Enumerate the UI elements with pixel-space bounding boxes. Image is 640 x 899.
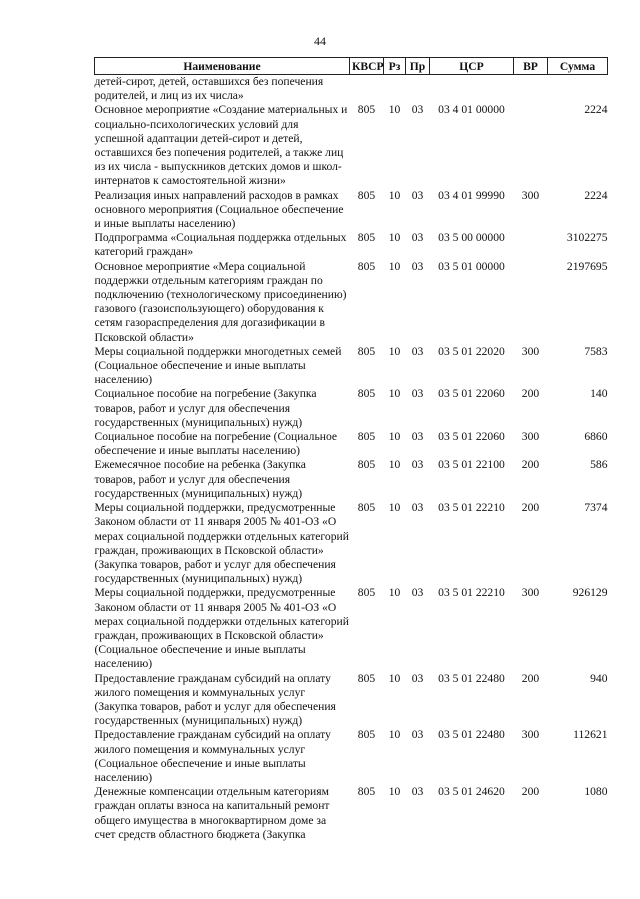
cell-pr: 03 — [411, 387, 424, 401]
cell-kvsr: 805 — [357, 188, 376, 202]
cell-csr: 03 5 01 22020 — [438, 344, 505, 358]
cell-pr: 03 — [411, 501, 424, 515]
table-row — [95, 189, 608, 232]
cell-kvsr: 805 — [357, 785, 376, 799]
cell-csr: 03 5 00 00000 — [438, 231, 505, 245]
table-row — [95, 586, 608, 671]
cell-pr: 03 — [411, 103, 424, 117]
cell-csr: 03 5 01 22060 — [438, 430, 505, 444]
cell-csr: 03 5 01 22210 — [438, 501, 505, 515]
table-body — [95, 75, 608, 842]
cell-name: Денежные компенсации отдельным категориям граждан оплаты взноса на капитальный ремонт общего имущества в многоквартирном доме за счет средств областного бюджета (Закупка — [94, 785, 330, 841]
cell-vr — [514, 75, 548, 104]
cell-kvsr — [350, 75, 384, 104]
cell-name: Меры социальной поддержки, предусмотренные Законом области от 11 января 2005 № 401-ОЗ «О мерах социальной поддержки отдельных категорий граждан, проживающих в Псковской области» (Социальное обеспечение и иные выплаты населению) — [94, 586, 349, 671]
cell-rz: 10 — [388, 671, 401, 685]
cell-csr: 03 5 01 24620 — [438, 785, 505, 799]
cell-sum: 2224 — [584, 188, 608, 202]
cell-name: Ежемесячное пособие на ребенка (Закупка товаров, работ и услуг для обеспечения государственных (муниципальных) нужд) — [94, 458, 306, 500]
cell-sum: 140 — [590, 387, 608, 401]
cell-vr: 300 — [521, 344, 540, 358]
cell-rz: 10 — [388, 458, 401, 472]
header-vr: ВР — [514, 58, 548, 75]
cell-sum: 586 — [590, 458, 608, 472]
cell-sum: 6860 — [584, 430, 608, 444]
cell-kvsr: 805 — [357, 501, 376, 515]
cell-kvsr: 805 — [357, 586, 376, 600]
cell-vr: 200 — [521, 458, 540, 472]
page-number: 44 — [314, 34, 326, 48]
table-row — [95, 501, 608, 586]
cell-csr: 03 5 01 22210 — [438, 586, 505, 600]
cell-pr: 03 — [411, 785, 424, 799]
cell-pr: 03 — [411, 586, 424, 600]
header-csr: ЦСР — [430, 58, 514, 75]
cell-kvsr: 805 — [357, 231, 376, 245]
table-row — [95, 260, 608, 345]
table-row — [95, 458, 608, 501]
cell-sum: 3102275 — [566, 231, 608, 245]
cell-vr: 300 — [521, 188, 540, 202]
cell-rz: 10 — [388, 188, 401, 202]
cell-vr: 300 — [521, 728, 540, 742]
cell-vr: 300 — [521, 586, 540, 600]
cell-kvsr: 805 — [357, 671, 376, 685]
cell-rz — [384, 75, 406, 104]
cell-kvsr: 805 — [357, 430, 376, 444]
cell-vr: 200 — [521, 785, 540, 799]
header-name: Наименование — [95, 58, 350, 75]
cell-name: Социальное пособие на погребение (Социальное обеспечение и иные выплаты населению) — [94, 430, 338, 458]
cell-rz: 10 — [388, 785, 401, 799]
cell-rz: 10 — [388, 586, 401, 600]
cell-rz: 10 — [388, 430, 401, 444]
cell-vr: 300 — [521, 430, 540, 444]
cell-rz: 10 — [388, 387, 401, 401]
cell-sum: 112621 — [573, 728, 608, 742]
table-header — [95, 58, 608, 75]
cell-sum: 1080 — [584, 785, 608, 799]
cell-sum: 2197695 — [566, 259, 608, 273]
cell-rz: 10 — [388, 103, 401, 117]
cell-kvsr: 805 — [357, 344, 376, 358]
cell-kvsr: 805 — [357, 259, 376, 273]
cell-vr: 200 — [521, 671, 540, 685]
cell-pr: 03 — [411, 188, 424, 202]
cell-csr: 03 5 01 00000 — [438, 259, 505, 273]
header-rz: Рз — [384, 58, 406, 75]
table-row — [95, 345, 608, 388]
cell-vr — [514, 260, 548, 345]
cell-sum: 926129 — [572, 586, 608, 600]
cell-vr — [514, 231, 548, 259]
cell-vr: 200 — [521, 501, 540, 515]
cell-csr: 03 4 01 00000 — [438, 103, 505, 117]
cell-rz: 10 — [388, 344, 401, 358]
cell-sum: 7583 — [584, 344, 608, 358]
table-row — [95, 387, 608, 430]
table-row — [95, 75, 608, 104]
cell-name: Предоставление гражданам субсидий на оплату жилого помещения и коммунальных услуг (Социальное обеспечение и иные выплаты населению) — [94, 728, 331, 784]
cell-name: Меры социальной поддержки, предусмотренные Законом области от 11 января 2005 № 401-ОЗ «О мерах социальной поддержки отдельных категорий граждан, проживающих в Псковской области» (Закупка товаров, работ и услуг для обеспечения государственных (муниципальных) нужд) — [94, 501, 349, 586]
table-row — [95, 672, 608, 729]
cell-name: Основное мероприятие «Мера социальной поддержки отдельным категориям граждан по подключению (технологическому присоединению) газового (газоиспользующего) оборудования к сетям газораспределения для догазификации в Псковской области» — [94, 259, 347, 344]
cell-name: детей-сирот, детей, оставшихся без попечения родителей, и лиц из их числа» — [94, 75, 324, 103]
cell-csr: 03 5 01 22100 — [438, 458, 505, 472]
cell-rz: 10 — [388, 501, 401, 515]
header-pr: Пр — [406, 58, 430, 75]
cell-rz: 10 — [388, 728, 401, 742]
cell-sum: 940 — [590, 671, 608, 685]
cell-name: Социальное пособие на погребение (Закупка товаров, работ и услуг для обеспечения государственных (муниципальных) нужд) — [94, 387, 317, 429]
cell-csr: 03 5 01 22060 — [438, 387, 505, 401]
cell-csr: 03 5 01 22480 — [438, 671, 505, 685]
cell-csr: 03 4 01 99990 — [438, 188, 505, 202]
cell-pr: 03 — [411, 231, 424, 245]
cell-name: Основное мероприятие «Создание материальных и социально-психологических условий для успешной адаптации детей-сирот и детей, оставшихся без попечения родителей, а также лиц из их числа - выпускников детских домов и школ-интернатов к самостоятельной жизни» — [94, 103, 348, 188]
table-row — [95, 430, 608, 458]
cell-name: Реализация иных направлений расходов в рамках основного мероприятия (Социальное обеспечение и иные выплаты населению) — [94, 188, 344, 231]
header-row — [95, 58, 608, 75]
cell-pr: 03 — [411, 458, 424, 472]
cell-name: Предоставление гражданам субсидий на оплату жилого помещения и коммунальных услуг (Закупка товаров, работ и услуг для обеспечения государственных (муниципальных) нужд) — [94, 671, 336, 728]
table-row — [95, 728, 608, 785]
cell-name: Подпрограмма «Социальная поддержка отдельных категорий граждан» — [94, 231, 347, 259]
cell-csr — [430, 75, 514, 104]
cell-kvsr: 805 — [357, 458, 376, 472]
cell-sum — [548, 75, 608, 104]
cell-csr: 03 5 01 22480 — [438, 728, 505, 742]
cell-sum: 7374 — [584, 501, 608, 515]
cell-pr: 03 — [411, 344, 424, 358]
table-row — [95, 231, 608, 259]
table-row — [95, 785, 608, 842]
cell-rz: 10 — [388, 231, 401, 245]
header-sum: Сумма — [548, 58, 608, 75]
header-kvsr: КВСР — [350, 58, 384, 75]
cell-kvsr: 805 — [357, 728, 376, 742]
cell-pr: 03 — [411, 259, 424, 273]
table-row — [95, 103, 608, 188]
cell-kvsr: 805 — [357, 103, 376, 117]
cell-vr — [514, 103, 548, 188]
cell-pr — [406, 75, 430, 104]
budget-table — [94, 57, 608, 842]
cell-name: Меры социальной поддержки многодетных семей (Социальное обеспечение и иные выплаты населению) — [94, 344, 342, 387]
cell-pr: 03 — [411, 671, 424, 685]
cell-vr: 200 — [521, 387, 540, 401]
cell-sum: 2224 — [584, 103, 608, 117]
cell-rz: 10 — [388, 259, 401, 273]
cell-kvsr: 805 — [357, 387, 376, 401]
cell-pr: 03 — [411, 728, 424, 742]
cell-pr: 03 — [411, 430, 424, 444]
